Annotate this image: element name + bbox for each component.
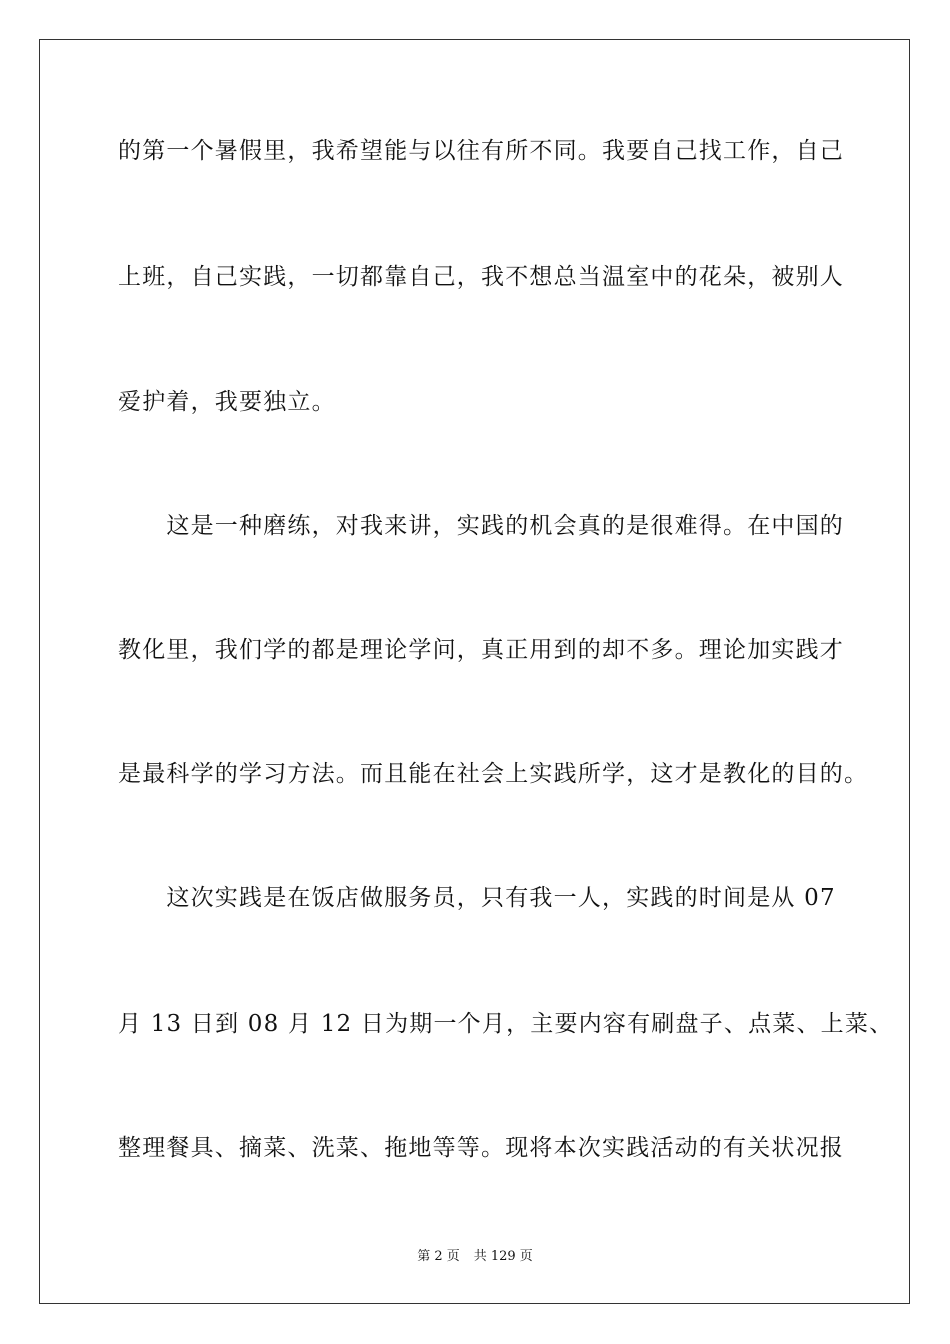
page-footer [0,1248,950,1266]
text-line: 爱护着，我要独立。 [118,389,336,415]
text-line: 这次实践是在饭店做服务员，只有我一人，实践的时间是从 07 [118,885,836,911]
page-number: 第 2 页 [417,1249,460,1264]
page-border [39,39,910,1304]
text-line: 教化里，我们学的都是理论学问，真正用到的却不多。理论加实践才 [118,637,844,663]
text-line: 这是一种磨练，对我来讲，实践的机会真的是很难得。在中国的 [118,513,844,539]
text-line: 整理餐具、摘菜、洗菜、拖地等等。现将本次实践活动的有关状况报 [118,1135,844,1161]
text-line: 是最科学的学习方法。而且能在社会上实践所学，这才是教化的目的。 [118,761,869,787]
text-line: 上班，自己实践，一切都靠自己，我不想总当温室中的花朵，被别人 [118,264,844,290]
text-line: 的第一个暑假里，我希望能与以往有所不同。我要自己找工作，自己 [118,138,844,164]
page-total: 共 129 页 [473,1249,533,1264]
text-line: 月 13 日到 08 月 12 日为期一个月，主要内容有刷盘子、点菜、上菜、 [118,1011,894,1037]
